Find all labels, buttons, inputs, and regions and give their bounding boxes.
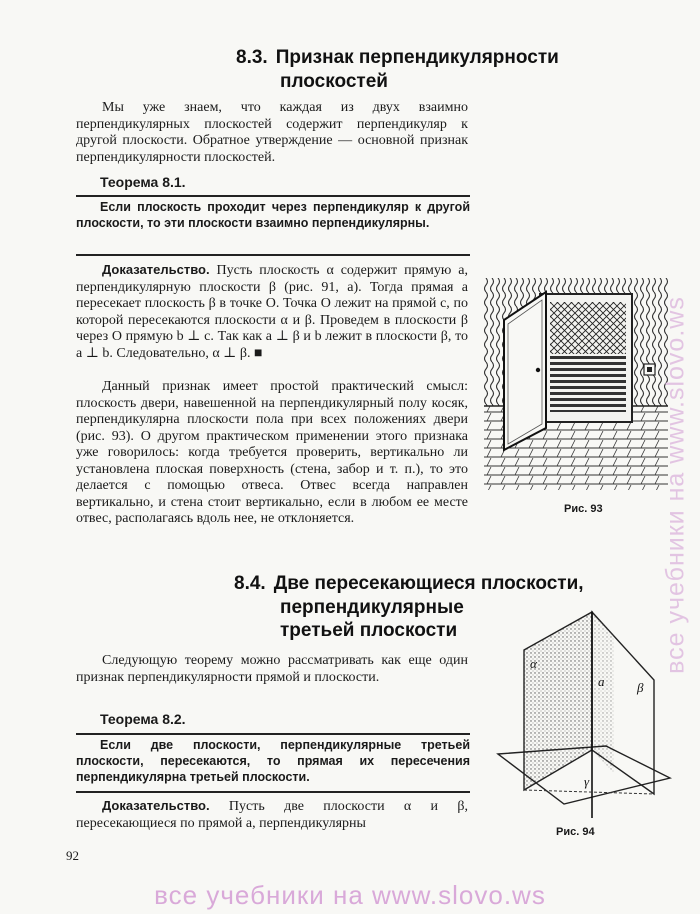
theorem-top-rule: [76, 195, 470, 197]
theorem2-label: Теорема 8.2.: [100, 711, 186, 727]
proof2-paragraph: [76, 798, 468, 832]
proof-lead: Доказательство.: [102, 262, 210, 277]
theorem2-top-rule: [76, 733, 470, 735]
proof-text: Пусть плоскость α содержит прямую a, перпендикулярную плоскости β (рис. 91, a). Тогда прямая a пересекает плоскость β в точке O. Точка O лежит на прямой c, по которой пересекаются плоскости α и β. Проведем в плоскости β через O прямую b ⊥ c. Так как a ⊥ β и b лежит в плоскости β, то a ⊥ b. Следовательно, α ⊥ β. ■: [76, 263, 468, 361]
section2-title-line2: перпендикулярные: [280, 597, 464, 618]
section-number-8-4: 8.4.: [234, 573, 266, 594]
proof-paragraph: [76, 262, 468, 362]
theorem2-text: Если две плоскости, перпендикулярные третьей плоскости, пересекаются, то прямая их пересечения перпендикулярна третьей плоскости.: [76, 738, 470, 784]
section2-title-line1: Две пересекающиеся плоскости,: [273, 573, 584, 594]
watermark-side: все учебники на www.slovo.ws: [661, 296, 690, 674]
figure-93-door: [484, 278, 668, 490]
figure-94-caption: Рис. 94: [556, 826, 595, 838]
section-heading-8-4-line2: [280, 596, 464, 620]
theorem-bottom-rule: [76, 254, 470, 256]
theorem-label: Теорема 8.1.: [100, 174, 186, 190]
proof2-lead: Доказательство.: [102, 798, 210, 813]
section-heading-8-4-line3: [280, 619, 457, 643]
page-number: 92: [66, 848, 79, 863]
section-title-line1: Признак перпендикулярности: [275, 47, 559, 68]
section2-title-line3: третьей плоскости: [280, 620, 458, 641]
section-heading-8-4: [234, 572, 584, 596]
practical-paragraph: Данный признак имеет простой практический смысл: плоскость двери, навешенной на перпендикулярный полу косяк, перпендикулярна плоскости пола при всех положениях двери (рис. 93). О другом практическом применении этого признака уже говорилось: когда требуется проверить, вертикально ли установлена плоская поверхность (стена, забор и т. п.), то это делается с помощью отвеса. Отвес всегда направлен вертикально, и стена стоит вертикально, если в любом ее месте отвес, располагаясь вдоль нее, не отклоняется.: [76, 379, 468, 526]
figure-93-caption: Рис. 93: [564, 503, 603, 515]
figure-94-planes: [494, 608, 674, 828]
section-heading-8-3: [236, 46, 559, 70]
theorem-text: Если плоскость проходит через перпендикуляр к другой плоскости, то эти плоскости взаимно перпендикулярны.: [76, 200, 470, 230]
intro-paragraph: Мы уже знаем, что каждая из двух взаимно перпендикулярных плоскостей содержит перпендикуляр к другой плоскости. Обратное утверждение — основной признак перпендикулярности плоскостей.: [76, 100, 468, 165]
figure-94-label-alpha: α: [530, 656, 537, 671]
figure-94-label-beta: β: [637, 680, 644, 695]
theorem2-bottom-rule: [76, 791, 470, 793]
watermark-bottom: все учебники на www.slovo.ws: [154, 880, 546, 910]
proof2-text: Пусть две плоскости α и β, пересекающиеся по прямой a, перпендикулярны: [76, 799, 468, 831]
section-heading-8-3-line2: [280, 70, 388, 94]
figure-94-label-gamma: γ: [584, 774, 590, 789]
figure-94-label-a: a: [598, 674, 605, 689]
section-title-line2: плоскостей: [280, 71, 388, 92]
section-number: 8.3.: [236, 47, 268, 68]
intro2-paragraph: Следующую теорему можно рассматривать как еще один признак перпендикулярности прямой и плоскости.: [76, 653, 468, 685]
